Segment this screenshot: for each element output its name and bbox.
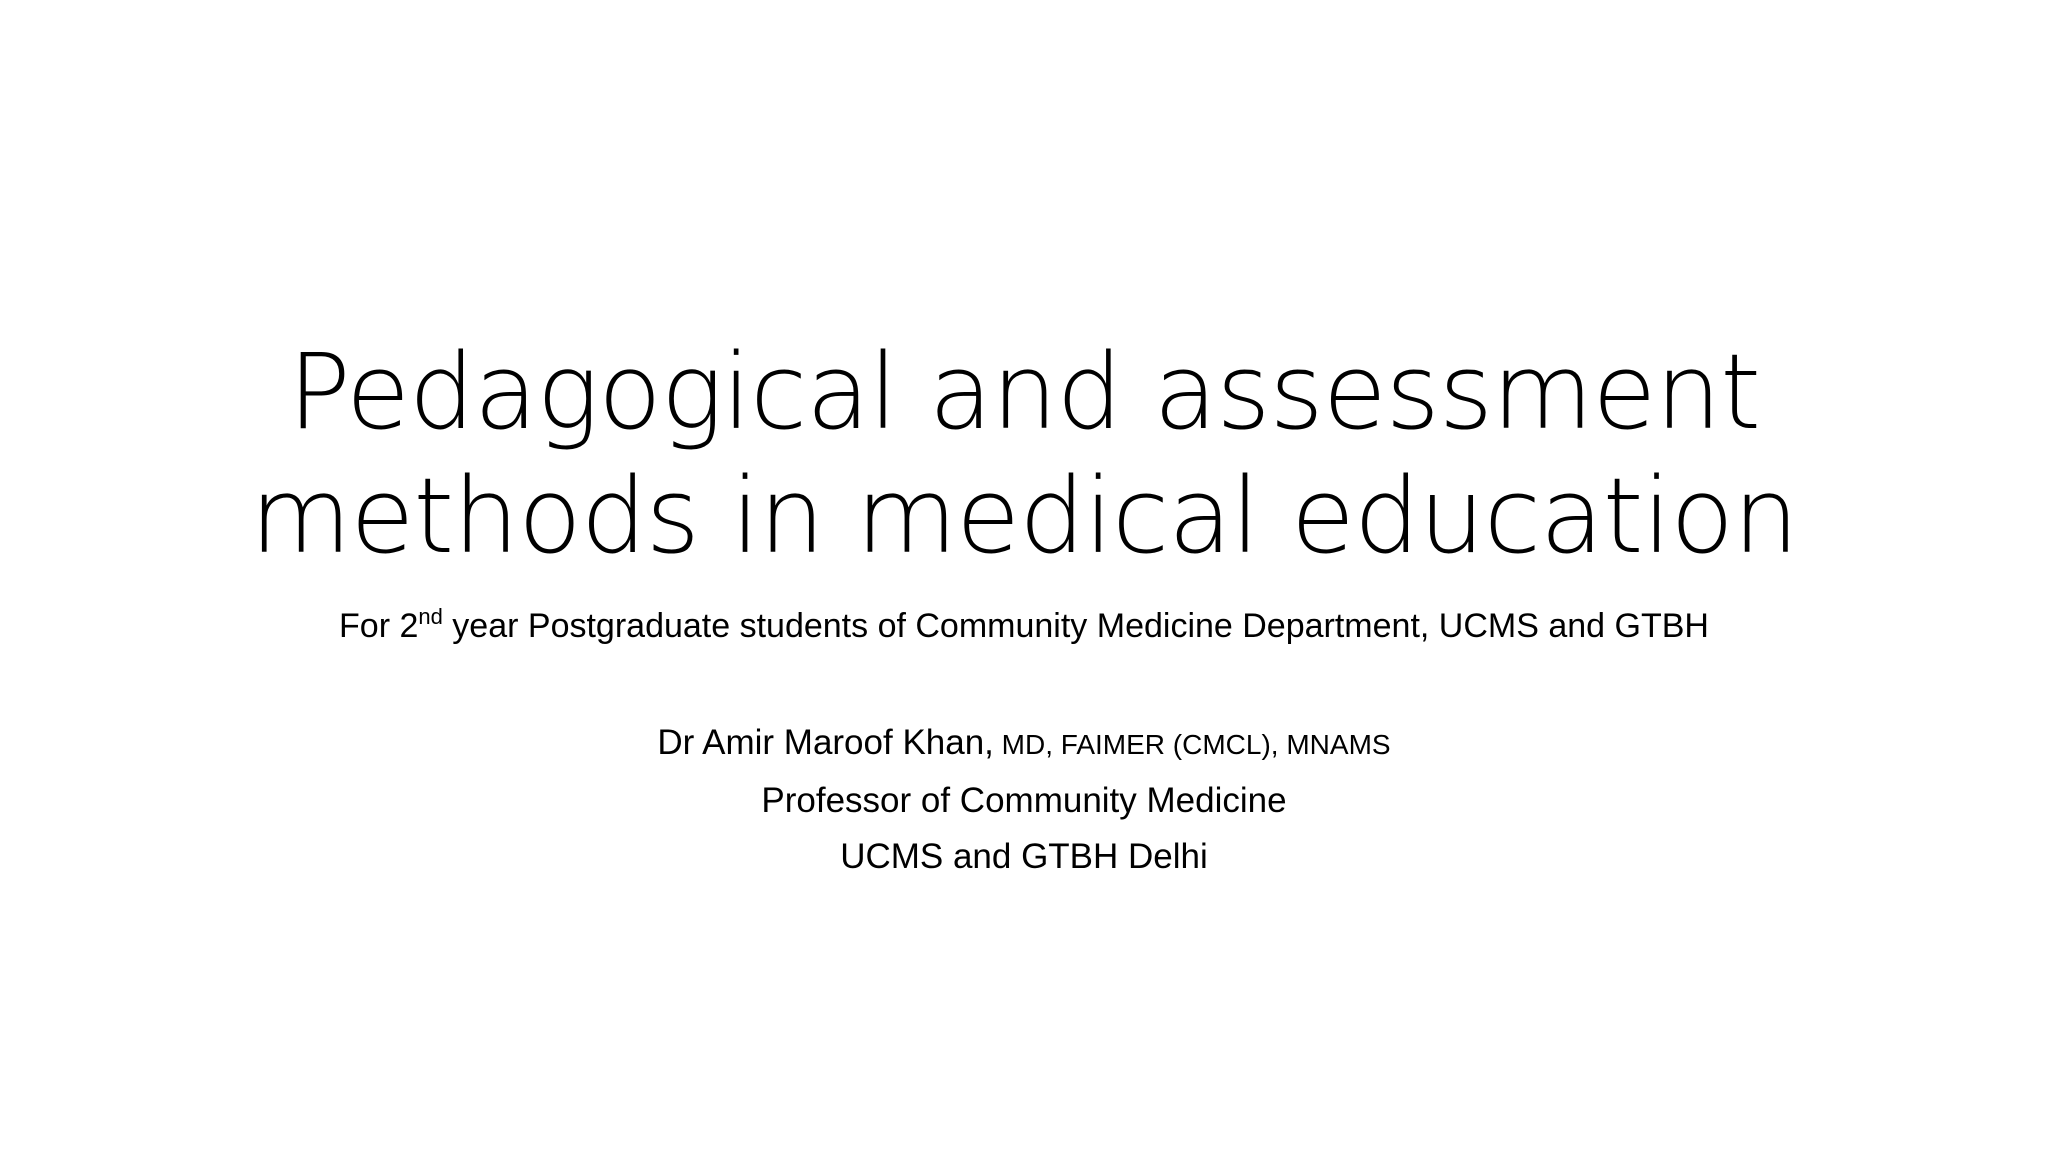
slide-title (0, 330, 2048, 578)
subtitle-ordinal-suffix: nd (418, 604, 443, 629)
author-block (0, 715, 2048, 885)
author-institution: UCMS and GTBH Delhi (840, 837, 1208, 876)
title-line-2: methods in medical education (250, 455, 1798, 577)
author-credentials: MD, FAIMER (CMCL), MNAMS (993, 729, 1391, 760)
author-position: Professor of Community Medicine (761, 781, 1287, 820)
subtitle-text: year Postgraduate students of Community Medicine Department, UCMS and GTBH (442, 607, 1709, 645)
author-name: Dr Amir Maroof Khan, (657, 723, 994, 762)
slide-subtitle (0, 604, 2048, 648)
author-name-row (0, 715, 2048, 773)
title-line-1: Pedagogical and assessment (287, 331, 1761, 453)
subtitle-prefix: For 2 (339, 607, 419, 645)
